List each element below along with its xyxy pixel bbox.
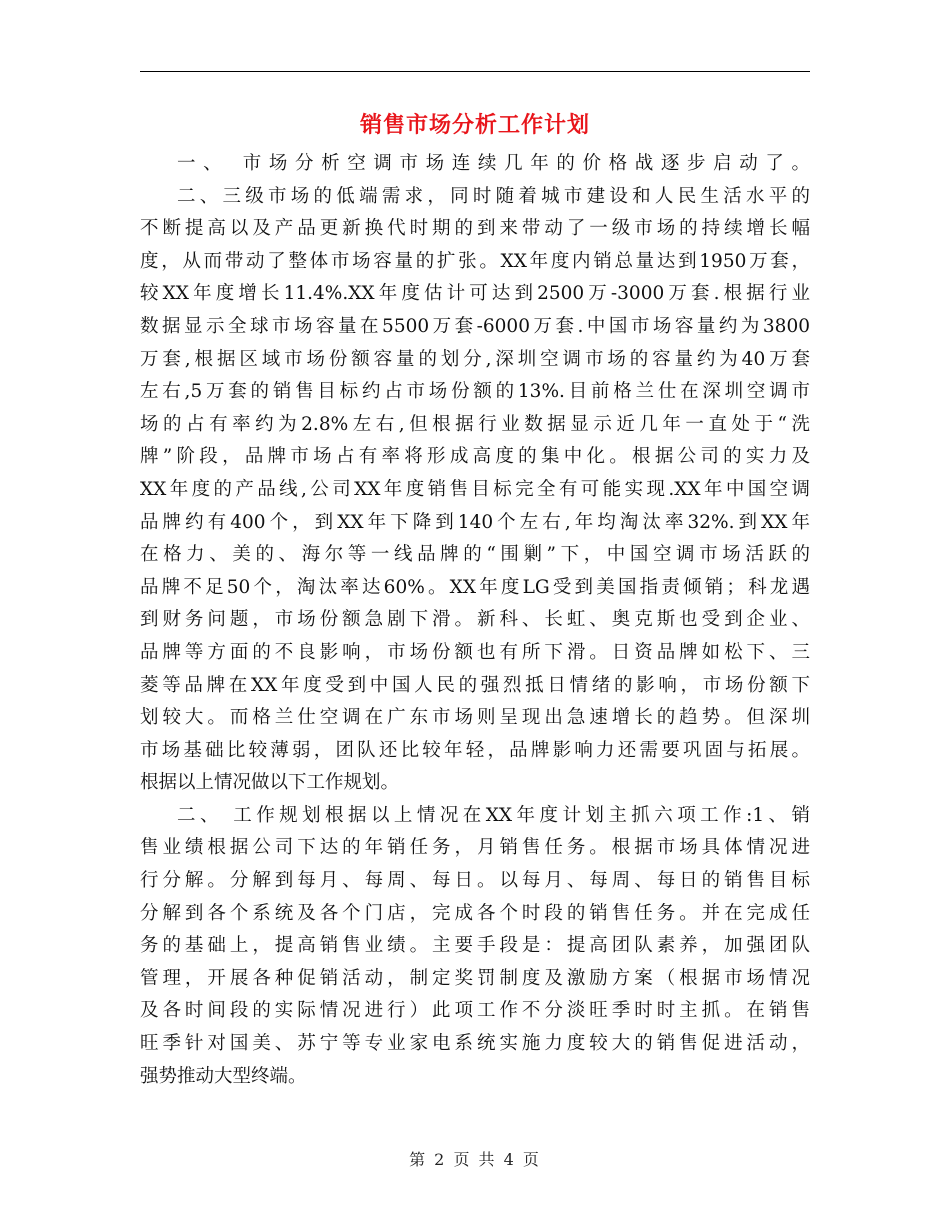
document-title: 销售市场分析工作计划	[359, 112, 590, 138]
paragraph-line: 分解到各个系统及各个门店，完成各个时段的销售任务。并在完成任	[140, 902, 810, 924]
paragraph-line: 度，从而带动了整体市场容量的扩张。XX年度内销总量达到1950万套，	[140, 250, 810, 272]
header-rule	[140, 71, 810, 72]
paragraph-line: 左右,5万套的销售目标约占市场份额的13%.目前格兰仕在深圳空调市	[140, 381, 810, 403]
paragraph-line: 根据以上情况做以下工作规划。	[140, 772, 400, 794]
paragraph-line: 不断提高以及产品更新换代时期的到来带动了一级市场的持续增长幅	[140, 218, 810, 240]
paragraph-line: 旺季针对国美、苏宁等专业家电系统实施力度较大的销售促进活动，	[140, 1033, 810, 1055]
paragraph-line: 一、 市场分析空调市场连续几年的价格战逐步启动了。	[177, 153, 810, 174]
paragraph-line: 管理，开展各种促销活动，制定奖罚制度及激励方案（根据市场情况	[140, 967, 810, 989]
paragraph-line: 场的占有率约为2.8%左右,但根据行业数据显示近几年一直处于“洗	[140, 413, 810, 435]
paragraph-line: 品牌约有400个，到XX年下降到140个左右,年均淘汰率32%.到XX年	[140, 511, 810, 533]
document-body	[140, 148, 810, 1093]
paragraph-line: 强势推动大型终端。	[140, 1065, 307, 1087]
paragraph-line: 到财务问题，市场份额急剧下滑。新科、长虹、奥克斯也受到企业、	[140, 609, 810, 631]
paragraph-line: 售业绩根据公司下达的年销任务，月销售任务。根据市场具体情况进	[140, 837, 810, 859]
paragraph-line: 品牌不足50个，淘汰率达60%。XX年度LG受到美国指责倾销；科龙遇	[140, 576, 810, 598]
paragraph-line: XX年度的产品线,公司XX年度销售目标完全有可能实现.XX年中国空调	[140, 478, 810, 500]
page-number: 第 2 页 共 4 页	[409, 1150, 541, 1169]
paragraph-line: 牌”阶段，品牌市场占有率将形成高度的集中化。根据公司的实力及	[140, 446, 810, 468]
paragraph-line: 务的基础上，提高销售业绩。主要手段是：提高团队素养，加强团队	[140, 935, 810, 957]
paragraph-line: 在格力、美的、海尔等一线品牌的“围剿”下，中国空调市场活跃的	[140, 544, 810, 566]
paragraph-line: 二、 工作规划根据以上情况在XX年度计划主抓六项工作:1、销	[177, 804, 810, 826]
paragraph-line: 品牌等方面的不良影响，市场份额也有所下滑。日资品牌如松下、三	[140, 641, 810, 663]
paragraph-line: 菱等品牌在XX年度受到中国人民的强烈抵日情绪的影响，市场份额下	[140, 674, 810, 696]
paragraph-line: 较XX年度增长11.4%.XX年度估计可达到2500万-3000万套.根据行业	[140, 283, 810, 305]
paragraph-line: 数据显示全球市场容量在5500万套-6000万套.中国市场容量约为3800	[140, 315, 810, 337]
paragraph-line: 及各时间段的实际情况进行）此项工作不分淡旺季时时主抓。在销售	[140, 1000, 810, 1022]
paragraph-line: 二、三级市场的低端需求，同时随着城市建设和人民生活水平的	[177, 185, 810, 207]
paragraph-line: 万套,根据区域市场份额容量的划分,深圳空调市场的容量约为40万套	[140, 348, 810, 370]
paragraph-line: 划较大。而格兰仕空调在广东市场则呈现出急速增长的趋势。但深圳	[140, 707, 810, 729]
paragraph-line: 市场基础比较薄弱，团队还比较年轻，品牌影响力还需要巩固与拓展。	[140, 739, 810, 761]
paragraph-line: 行分解。分解到每月、每周、每日。以每月、每周、每日的销售目标	[140, 870, 810, 892]
